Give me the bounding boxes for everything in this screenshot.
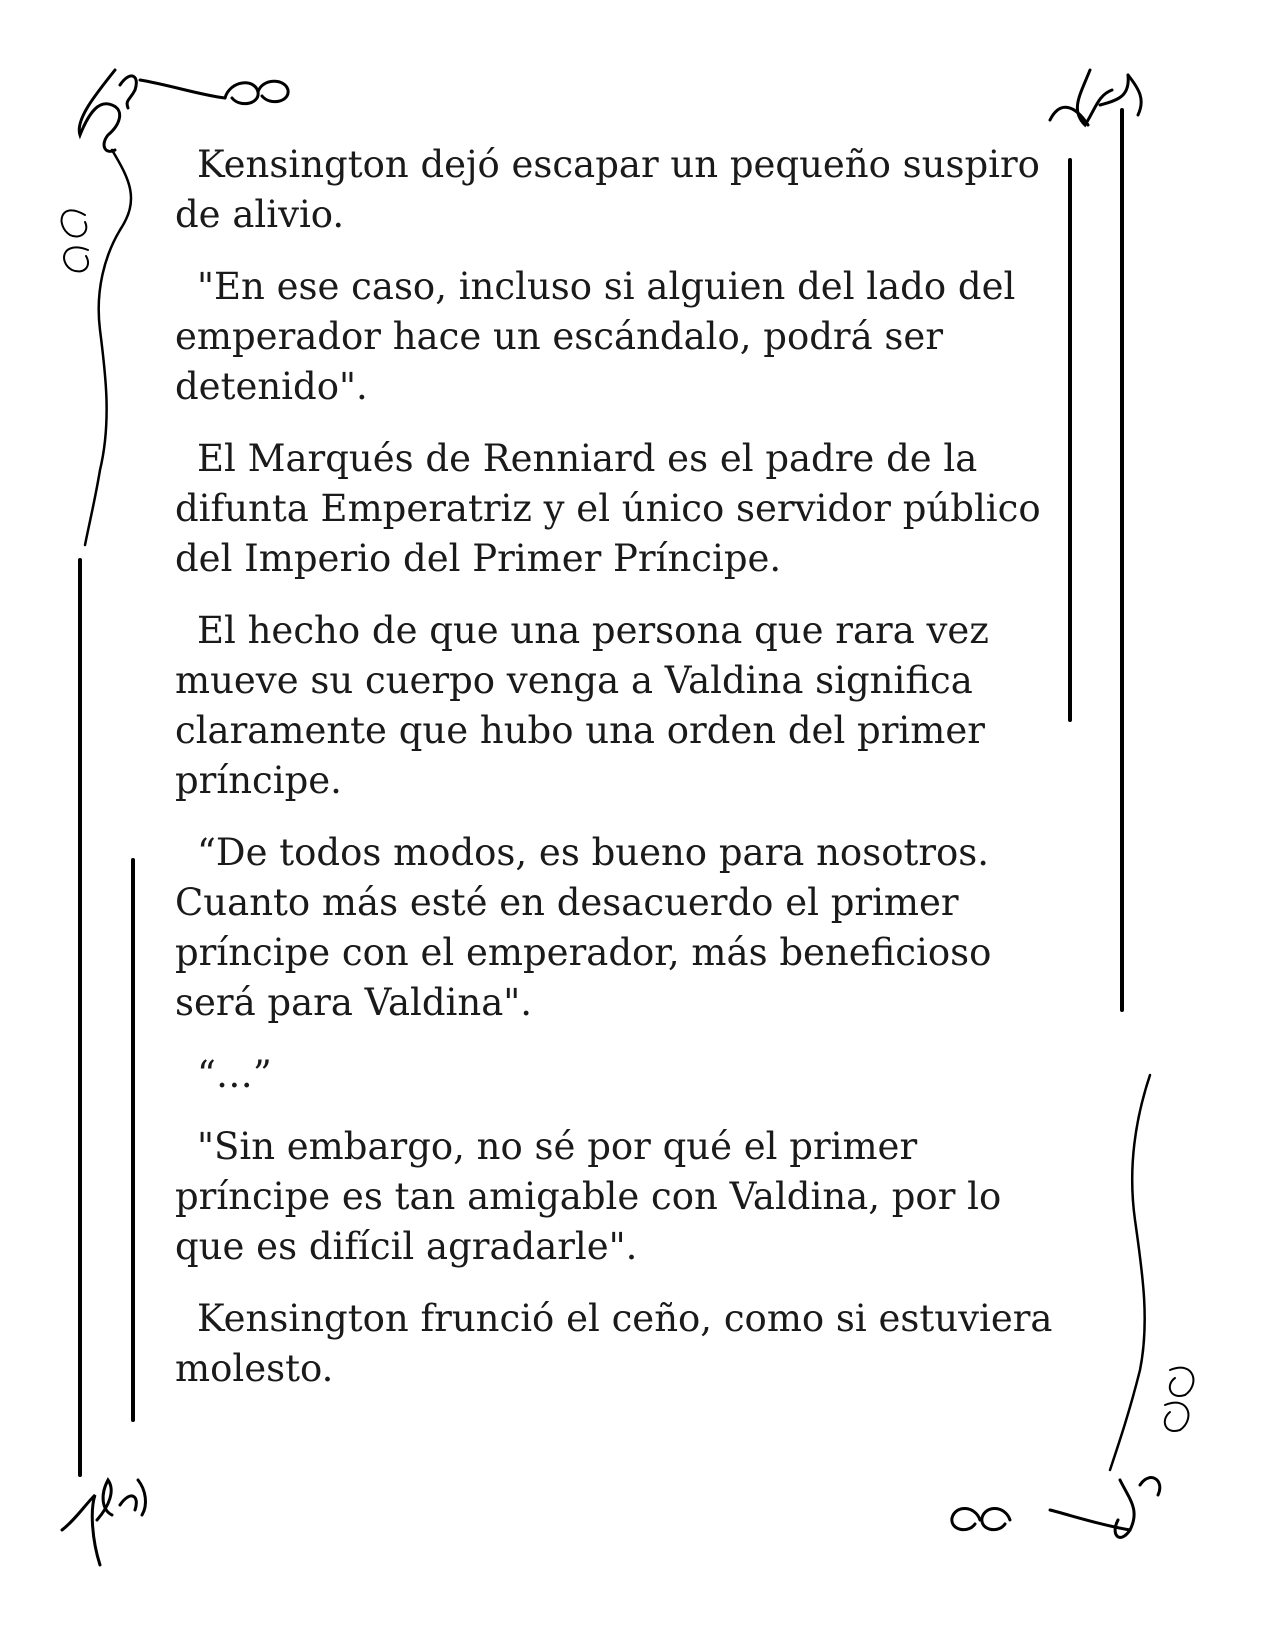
paragraph-5: “De todos modos, es bueno para nosotros. Cuanto más esté en desacuerdo el primer príncipe con el emperador, más beneficioso será para Valdina". [175,831,992,1024]
paragraph-8: Kensington frunció el ceño, como si estuviera molesto. [175,1297,1053,1390]
paragraph-4: El hecho de que una persona que rara vez mueve su cuerpo venga a Valdina significa claramente que hubo una orden del primer príncipe. [175,609,989,802]
paragraph-7: "Sin embargo, no sé por qué el primer príncipe es tan amigable con Valdina, por lo que es difícil agradarle". [175,1125,1002,1268]
top-right-flourish [1050,70,1141,125]
paragraph-1: Kensington dejó escapar un pequeño suspiro de alivio. [175,143,1040,236]
paragraph-2: "En ese caso, incluso si alguien del lado del emperador hace un escándalo, podrá ser detenido". [175,265,1016,408]
paragraph-6: “…” [197,1053,272,1096]
bottom-left-flourish [62,1480,145,1565]
paragraph-3: El Marqués de Renniard es el padre de la difunta Emperatriz y el único servidor público del Imperio del Primer Príncipe. [175,437,1041,580]
body-text [175,140,1075,1416]
